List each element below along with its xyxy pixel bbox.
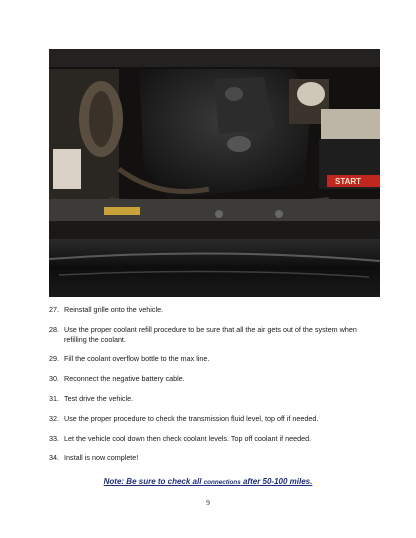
step-text: Reinstall grille onto the vehicle. [64,305,164,314]
page-number: 9 [206,498,210,507]
step-text: Install is now complete! [64,453,139,463]
step-text: Test drive the vehicle. [64,393,134,403]
engine-bay-illustration [49,49,380,297]
step-text: Fill the coolant overflow bottle to the max line. [64,354,210,364]
step-number: 29. [49,354,59,364]
step-number: 30. [49,374,59,384]
battery-label: START [335,177,362,186]
note-part-2: connections [203,479,241,486]
list-item [49,414,379,424]
step-number: 31. [49,393,59,403]
list-item [49,305,379,315]
list-item [49,394,379,404]
engine-bay-photo [49,49,380,297]
step-number: 27. [49,305,59,314]
step-number: 32. [49,413,59,423]
step-text: Let the vehicle cool down then check coolant levels. Top off coolant if needed. [64,433,312,443]
list-item [49,354,379,364]
list-item [49,434,379,444]
step-number: 33. [49,433,59,443]
list-item [49,374,379,384]
step-text: Reconnect the negative battery cable. [64,374,185,384]
step-number: 34. [49,453,59,463]
instruction-list [49,305,379,473]
note-part-3: after 50-100 miles. [240,477,313,486]
note-part-1: Note: Be sure to check all [103,477,204,486]
step-text: Use the proper coolant refill procedure to be sure that all the air gets out of the system when refilling the coolant. [64,324,357,344]
note-text [0,477,416,486]
list-item [49,453,379,463]
step-number: 28. [49,324,59,334]
list-item [49,325,379,345]
step-text: Use the proper procedure to check the transmission fluid level, top off if needed. [64,413,319,423]
